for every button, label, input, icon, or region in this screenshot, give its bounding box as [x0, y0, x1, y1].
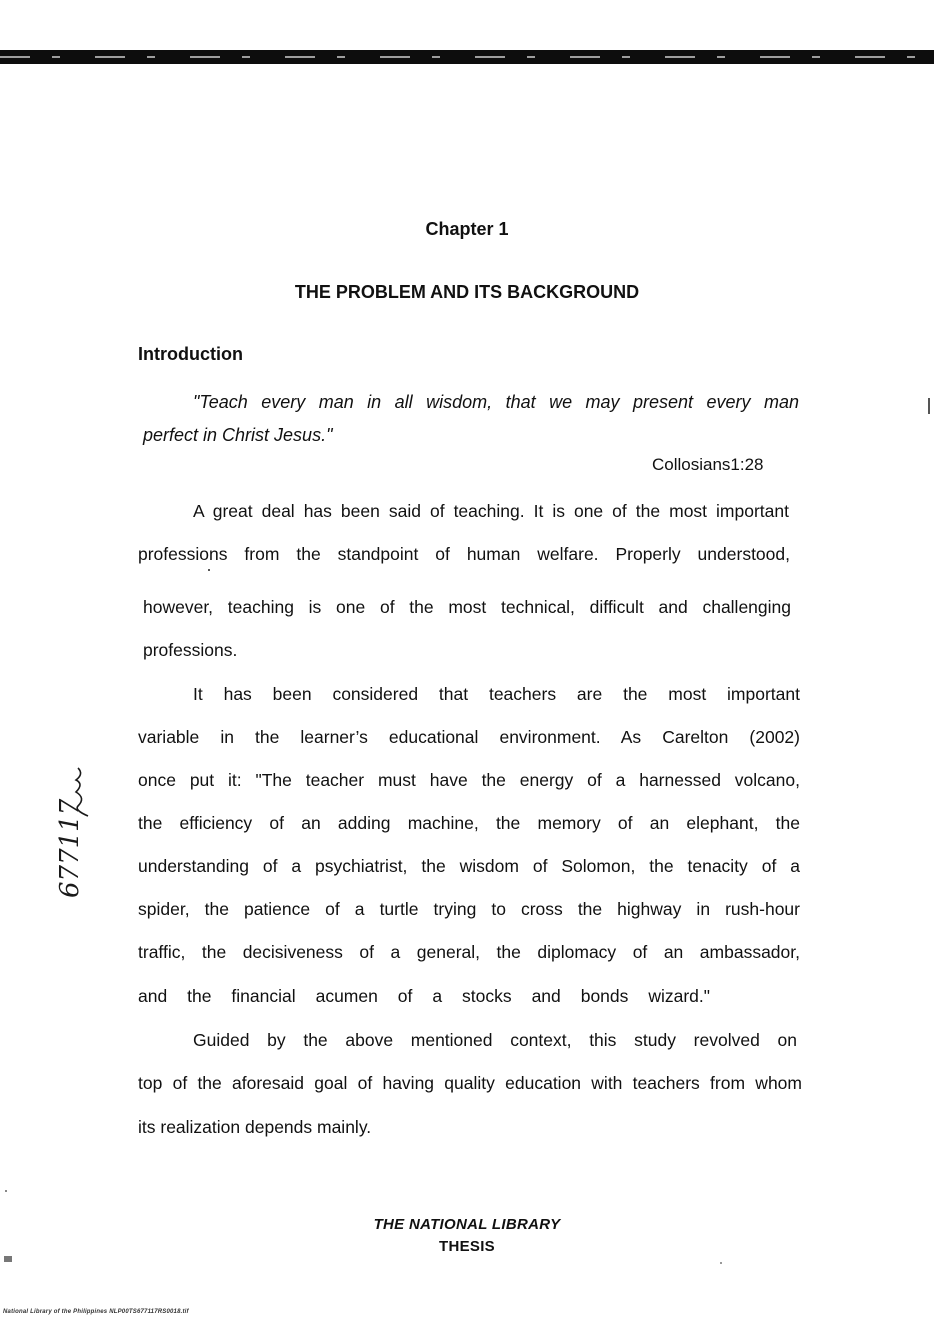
scan-edge-bar [0, 50, 934, 64]
chapter-title: THE PROBLEM AND ITS BACKGROUND [294, 282, 640, 302]
library-stamp-line2: THESIS [439, 1238, 495, 1255]
chapter-label: Chapter 1 [425, 219, 509, 239]
epigraph-citation: Collosians1:28 [652, 455, 764, 474]
paragraph-line: variable in the learner’s educational environment. As Carelton (2002) [138, 727, 800, 747]
paragraph-line: however, teaching is one of the most technical, difficult and challenging [143, 597, 791, 617]
paragraph-line: It has been considered that teachers are the most important [193, 684, 800, 704]
scan-footer-text: National Library of the Philippines NLP00TS677117RS0018.tif [3, 1309, 189, 1315]
paragraph-line: traffic, the decisiveness of a general, the diplomacy of an ambassador, [138, 942, 800, 962]
epigraph-line: "Teach every man in all wisdom, that we may present every man [193, 392, 799, 412]
paragraph-line: the efficiency of an adding machine, the memory of an elephant, the [138, 813, 800, 833]
paragraph-line: professions from the standpoint of human welfare. Properly understood, [138, 544, 790, 564]
scan-speck [928, 398, 930, 414]
library-stamp-line1: THE NATIONAL LIBRARY [373, 1216, 561, 1233]
paragraph-line: top of the aforesaid goal of having quality education with teachers from whom [138, 1073, 802, 1093]
scan-speck [4, 1256, 12, 1262]
paragraph-line: once put it: "The teacher must have the energy of a harnessed volcano, [138, 770, 800, 790]
library-stamp [0, 1214, 934, 1258]
paragraph-line: understanding of a psychiatrist, the wisdom of Solomon, the tenacity of a [138, 856, 800, 876]
paragraph-line: Guided by the above mentioned context, this study revolved on [193, 1030, 797, 1050]
section-heading: Introduction [138, 344, 243, 364]
paragraph-line: A great deal has been said of teaching. It is one of the most important [193, 501, 789, 521]
paragraph-line: its realization depends mainly. [138, 1117, 372, 1137]
paragraph-line: professions. [143, 640, 238, 660]
margin-annotation-text: 677117 [55, 798, 85, 898]
scan-speck [5, 1190, 7, 1192]
scan-speck [208, 569, 210, 571]
handwritten-accession-number [48, 760, 108, 900]
paragraph-line: and the financial acumen of a stocks and bonds wizard." [138, 986, 710, 1006]
paragraph-line: spider, the patience of a turtle trying to cross the highway in rush-hour [138, 899, 800, 919]
epigraph-line: perfect in Christ Jesus." [143, 425, 333, 445]
scan-speck [720, 1262, 722, 1264]
